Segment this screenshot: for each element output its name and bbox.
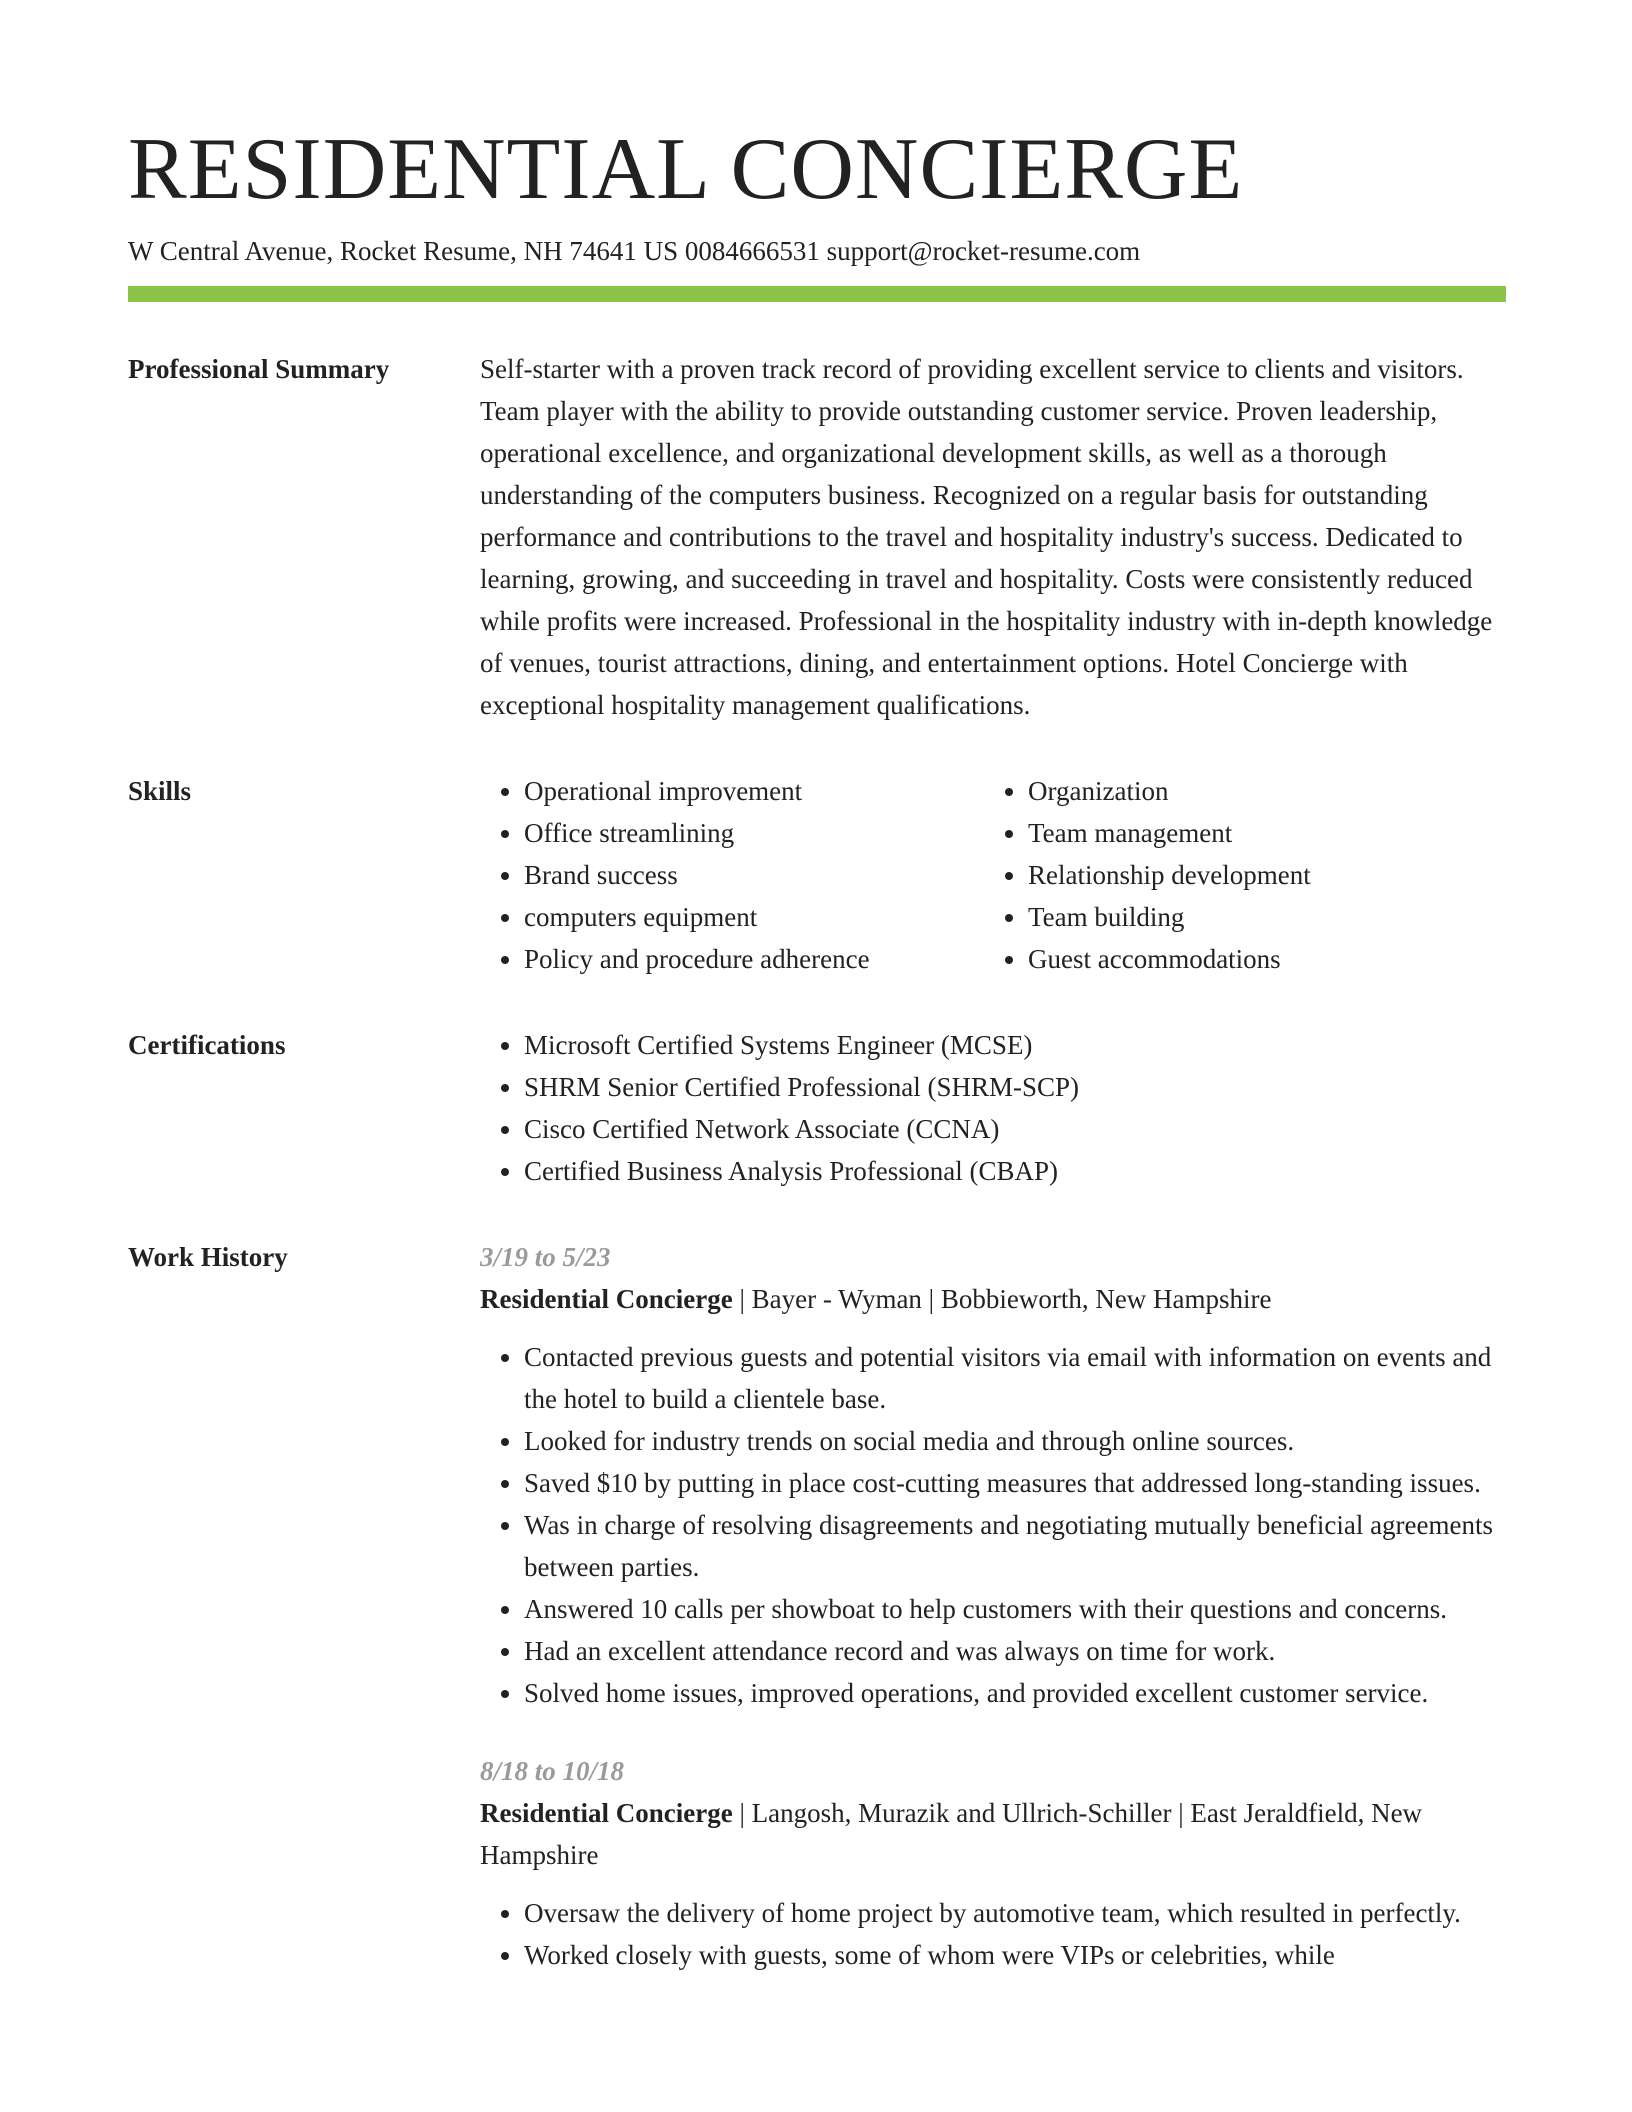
job-dates: 8/18 to 10/18 bbox=[480, 1756, 625, 1786]
skill-item: • Operational improvement bbox=[524, 770, 984, 812]
job-bullet: • Was in charge of resolving disagreements and negotiating mutually beneficial agreements between parties. bbox=[524, 1504, 1506, 1588]
summary-section bbox=[128, 348, 1506, 726]
skills-list-right bbox=[984, 770, 1488, 980]
job-bullet: • Contacted previous guests and potential visitors via email with information on events and the hotel to build a clientele base. bbox=[524, 1336, 1506, 1420]
certifications-list bbox=[480, 1024, 1506, 1192]
contact-line: W Central Avenue, Rocket Resume, NH 74641 US 0084666531 support@rocket-resume.com bbox=[128, 236, 1141, 266]
job-bullet: • Had an excellent attendance record and was always on time for work. bbox=[524, 1630, 1506, 1672]
job-heading bbox=[480, 1278, 1506, 1320]
job-bullet: • Saved $10 by putting in place cost-cutting measures that addressed long-standing issues. bbox=[524, 1462, 1506, 1504]
skill-item: • Office streamlining bbox=[524, 812, 984, 854]
job-bullet: • Worked closely with guests, some of whom were VIPs or celebrities, while bbox=[524, 1934, 1506, 1976]
work-history-label: Work History bbox=[128, 1242, 288, 1272]
skill-item: • Organization bbox=[1028, 770, 1488, 812]
work-history-section bbox=[128, 1236, 1506, 1976]
job-bullets bbox=[480, 1336, 1506, 1714]
job-bullet: • Looked for industry trends on social media and through online sources. bbox=[524, 1420, 1506, 1462]
certifications-content bbox=[480, 1024, 1506, 1192]
summary-text: Self-starter with a proven track record of providing excellent service to clients and visitors. Team player with the ability to provide outstanding customer service. Proven leadership, operational excellence, and organizational development skills, as well as a thorough understanding of the computers business. Recognized on a regular basis for outstanding performance and contributions to the travel and hospitality industry's success. Dedicated to learning, growing, and succeeding in travel and hospitality. Costs were consistently reduced while profits were increased. Professional in the hospitality industry with in-depth knowledge of venues, tourist attractions, dining, and entertainment options. Hotel Concierge with exceptional hospitality management qualifications. bbox=[480, 354, 1493, 720]
job-dates: 3/19 to 5/23 bbox=[480, 1242, 611, 1272]
job-role: Residential Concierge bbox=[480, 1798, 733, 1828]
job-role: Residential Concierge bbox=[480, 1284, 733, 1314]
skill-item: • Brand success bbox=[524, 854, 984, 896]
skill-item: • Relationship development bbox=[1028, 854, 1488, 896]
job-bullet: • Solved home issues, improved operations, and provided excellent customer service. bbox=[524, 1672, 1506, 1714]
skills-list-left bbox=[480, 770, 984, 980]
resume-page bbox=[128, 120, 1506, 1976]
work-history-content bbox=[480, 1236, 1506, 1976]
job-entry bbox=[480, 1750, 1506, 1976]
skill-item: • Policy and procedure adherence bbox=[524, 938, 984, 980]
job-bullet: • Oversaw the delivery of home project by automotive team, which resulted in perfectly. bbox=[524, 1892, 1506, 1934]
skill-item: • computers equipment bbox=[524, 896, 984, 938]
accent-divider bbox=[128, 286, 1506, 302]
job-heading bbox=[480, 1792, 1506, 1876]
summary-label: Professional Summary bbox=[128, 354, 390, 384]
skill-item: • Guest accommodations bbox=[1028, 938, 1488, 980]
resume-name: RESIDENTIAL CONCIERGE bbox=[128, 121, 1244, 218]
skills-content bbox=[480, 770, 1506, 980]
skill-item: • Team management bbox=[1028, 812, 1488, 854]
skills-section bbox=[128, 770, 1506, 980]
certification-item: • Microsoft Certified Systems Engineer (MCSE) bbox=[524, 1024, 1506, 1066]
certifications-label: Certifications bbox=[128, 1030, 286, 1060]
certification-item: • SHRM Senior Certified Professional (SHRM-SCP) bbox=[524, 1066, 1506, 1108]
job-details: | Langosh, Murazik and Ullrich-Schiller | East Jeraldfield, New Hampshire bbox=[480, 1798, 1423, 1870]
skills-label: Skills bbox=[128, 776, 192, 806]
job-details: | Bayer - Wyman | Bobbieworth, New Hampshire bbox=[732, 1284, 1272, 1314]
job-bullets bbox=[480, 1892, 1506, 1976]
certification-item: • Certified Business Analysis Professional (CBAP) bbox=[524, 1150, 1506, 1192]
job-entry bbox=[480, 1236, 1506, 1714]
skill-item: • Team building bbox=[1028, 896, 1488, 938]
certifications-section bbox=[128, 1024, 1506, 1192]
certification-item: • Cisco Certified Network Associate (CCNA) bbox=[524, 1108, 1506, 1150]
summary-content bbox=[480, 348, 1506, 726]
job-bullet: • Answered 10 calls per showboat to help customers with their questions and concerns. bbox=[524, 1588, 1506, 1630]
